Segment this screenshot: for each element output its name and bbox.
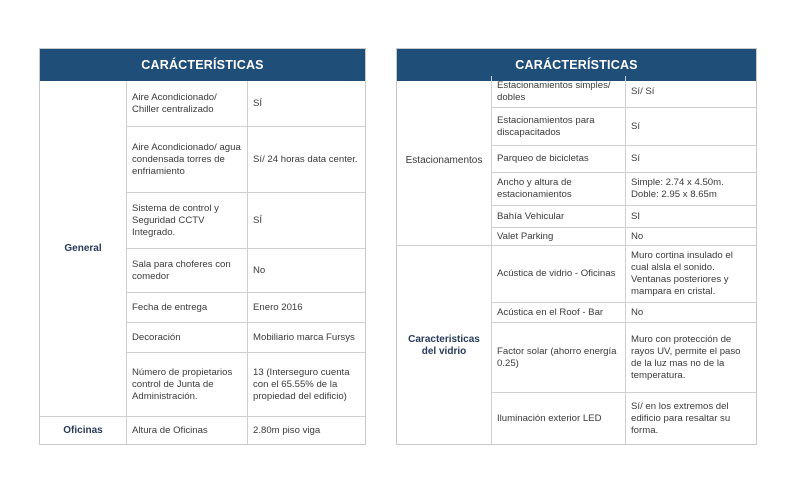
row-label: Acústica en el Roof - Bar [492,303,626,323]
group-vidrio: Caracteristicas del vidrio [397,246,492,445]
row-value: SÍ [248,193,365,249]
row-label: Sala para choferes con comedor [127,249,248,293]
group-oficinas: Oficinas [40,417,127,445]
row-value: Sí [626,146,756,173]
row-label: Iluminación exterior LED [492,393,626,445]
row-label: Estacionamientos simples/ dobles [492,76,626,108]
row-value: Muro con protección de rayos UV, permite el paso de la luz mas no de la temperatura. [626,323,756,393]
row-value: Simple: 2.74 x 4.50m. Doble: 2.95 x 8.65m [626,173,756,206]
row-value: Sí/ en los extremos del edificio para resaltar su forma. [631,401,731,436]
row-value: No [626,303,756,323]
row-label: Decoración [127,323,248,353]
row-value: No [626,228,756,246]
row-label: Altura de Oficinas [127,417,248,445]
row-value: Enero 2016 [248,293,365,323]
row-value: Mobiliario marca Fursys [248,323,365,353]
row-label: Fecha de entrega [127,293,248,323]
group-estacionamientos: Estacionamentos [397,76,492,246]
right-characteristics-table [396,48,757,445]
row-value: 13 (Interseguro cuenta con el 65.55% de la propiedad del edificio) [248,353,365,417]
row-label: Parqueo de bicicletas [492,146,626,173]
row-label: Ancho y altura de estacionamientos [492,173,626,206]
row-value: Sí/ Sí [626,76,756,108]
row-label: Aire Acondicionado/ Chiller centralizado [127,81,248,127]
row-value: Sí [626,108,756,146]
group-general: General [40,81,127,417]
row-label: Sistema de control y Seguridad CCTV Integrado. [127,193,248,249]
row-value: Muro cortina insulado el cual alsla el sonido. Ventanas posteriores y mampara en cristal. [626,246,756,303]
row-value: No [248,249,365,293]
row-value: 2.80m piso viga [253,425,321,436]
row-label: Acústica de vidrio - Oficinas [492,246,626,303]
row-label: Factor solar (ahorro energía 0.25) [492,323,626,393]
row-value: SI [626,206,756,228]
row-label: Aire Acondicionado/ agua condensada torres de enfriamiento [127,127,248,193]
row-label: Número de propietarios control de Junta de Administración. [127,353,248,417]
row-value: SÍ [248,81,365,127]
row-label: Valet Parking [492,228,626,246]
row-label: Bahía Vehicular [492,206,626,228]
row-label: Estacionamientos para discapacitados [492,108,626,146]
left-characteristics-table [39,48,366,445]
right-table-header: CARÁCTERÍSTICAS [397,49,756,81]
row-value: Sí/ 24 horas data center. [248,127,365,193]
left-table-header: CARÁCTERÍSTICAS [40,49,365,81]
